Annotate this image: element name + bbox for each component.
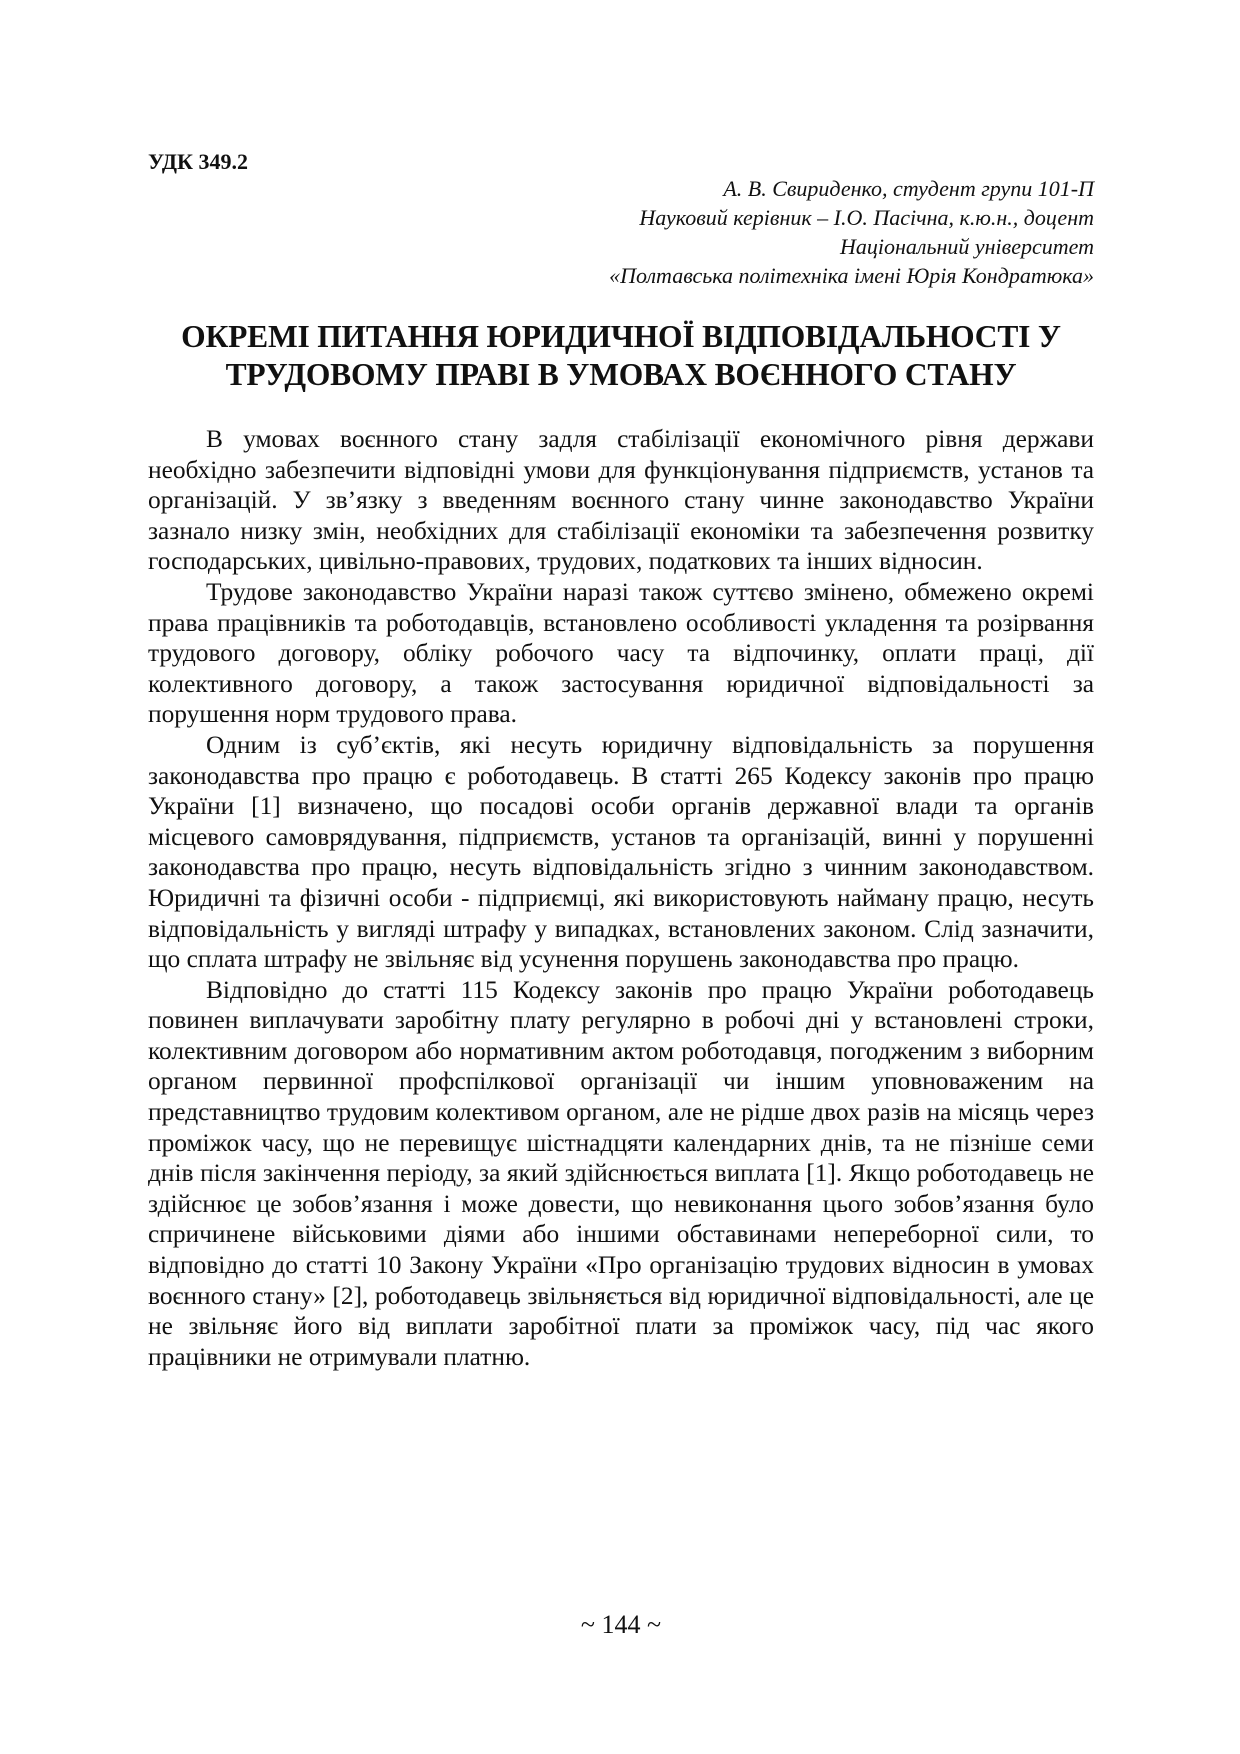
author-block [609, 174, 1094, 290]
paragraph: Відповідно до статті 115 Кодексу законів про працю України роботодавець повинен виплачувати заробітну плату регулярно в робочі дні у встановлені строки, колективним договором або нормативним актом роботодавця, погодженим з виборним органом первинної профспілкової організації чи іншим уповноваженим на представництво трудовим колективом органом, але не рідше двох разів на місяць через проміжок часу, що не перевищує шістнадцяти календарних днів, та не пізніше семи днів після закінчення періоду, за який здійснюється виплата [1]. Якщо роботодавець не здійснює це зобов’язання і може довести, що невиконання цього зобов’язання було спричинене військовими діями або іншими обставинами непереборної сили, то відповідно до статті 10 Закону України «Про організацію трудових відносин в умовах воєнного стану» [2], роботодавець звільняється від юридичної відповідальності, але це не звільняє його від виплати заробітної плати за проміжок часу, під час якого працівники не отримували платню. [148, 975, 1094, 1371]
paragraph: Трудове законодавство України наразі також суттєво змінено, обмежено окремі права працівників та роботодавців, встановлено особливості укладення та розірвання трудового договору, обліку робочого часу та відпочинку, оплати праці, дії колективного договору, а також застосування юридичної відповідальності за порушення норм трудового права. [148, 577, 1094, 729]
article-body [148, 424, 1094, 1372]
title-line-1: ОКРЕМІ ПИТАННЯ ЮРИДИЧНОЇ ВІДПОВІДАЛЬНОСТІ У [181, 319, 1061, 354]
udk-code: УДК 349.2 [148, 149, 249, 174]
institution-name-line: «Полтавська політехніка імені Юрія Кондратюка» [609, 263, 1094, 288]
institution-line: Національний університет [839, 234, 1094, 259]
author-line: А. В. Свириденко, студент групи 101-П [723, 176, 1094, 201]
supervisor-line: Науковий керівник – І.О. Пасічна, к.ю.н., доцент [639, 205, 1094, 230]
page-number: ~ 144 ~ [580, 1610, 662, 1639]
document-page [148, 0, 1094, 1754]
title-line-2: ТРУДОВОМУ ПРАВІ В УМОВАХ ВОЄННОГО СТАНУ [225, 357, 1017, 392]
paragraph: В умовах воєнного стану задля стабілізації економічного рівня держави необхідно забезпечити відповідні умови для функціонування підприємств, установ та організацій. У зв’язку з введенням воєнного стану чинне законодавство України зазнало низку змін, необхідних для стабілізації економіки та забезпечення розвитку господарських, цивільно-правових, трудових, податкових та інших відносин. [148, 425, 1094, 576]
paragraph: Одним із суб’єктів, які несуть юридичну відповідальність за порушення законодавства про працю є роботодавець. В статті 265 Кодексу законів про працю України [1] визначено, що посадові особи органів державної влади та органів місцевого самоврядування, підприємств, установ та організацій, винні у порушенні законодавства про працю, несуть відповідальність згідно з чинним законодавством. Юридичні та фізичні особи - підприємці, які використовують найману працю, несуть відповідальність у вигляді штрафу у випадках, встановлених законом. Слід зазначити, що сплата штрафу не звільняє від усунення порушень законодавства про працю. [148, 730, 1094, 974]
article-title [148, 318, 1094, 394]
